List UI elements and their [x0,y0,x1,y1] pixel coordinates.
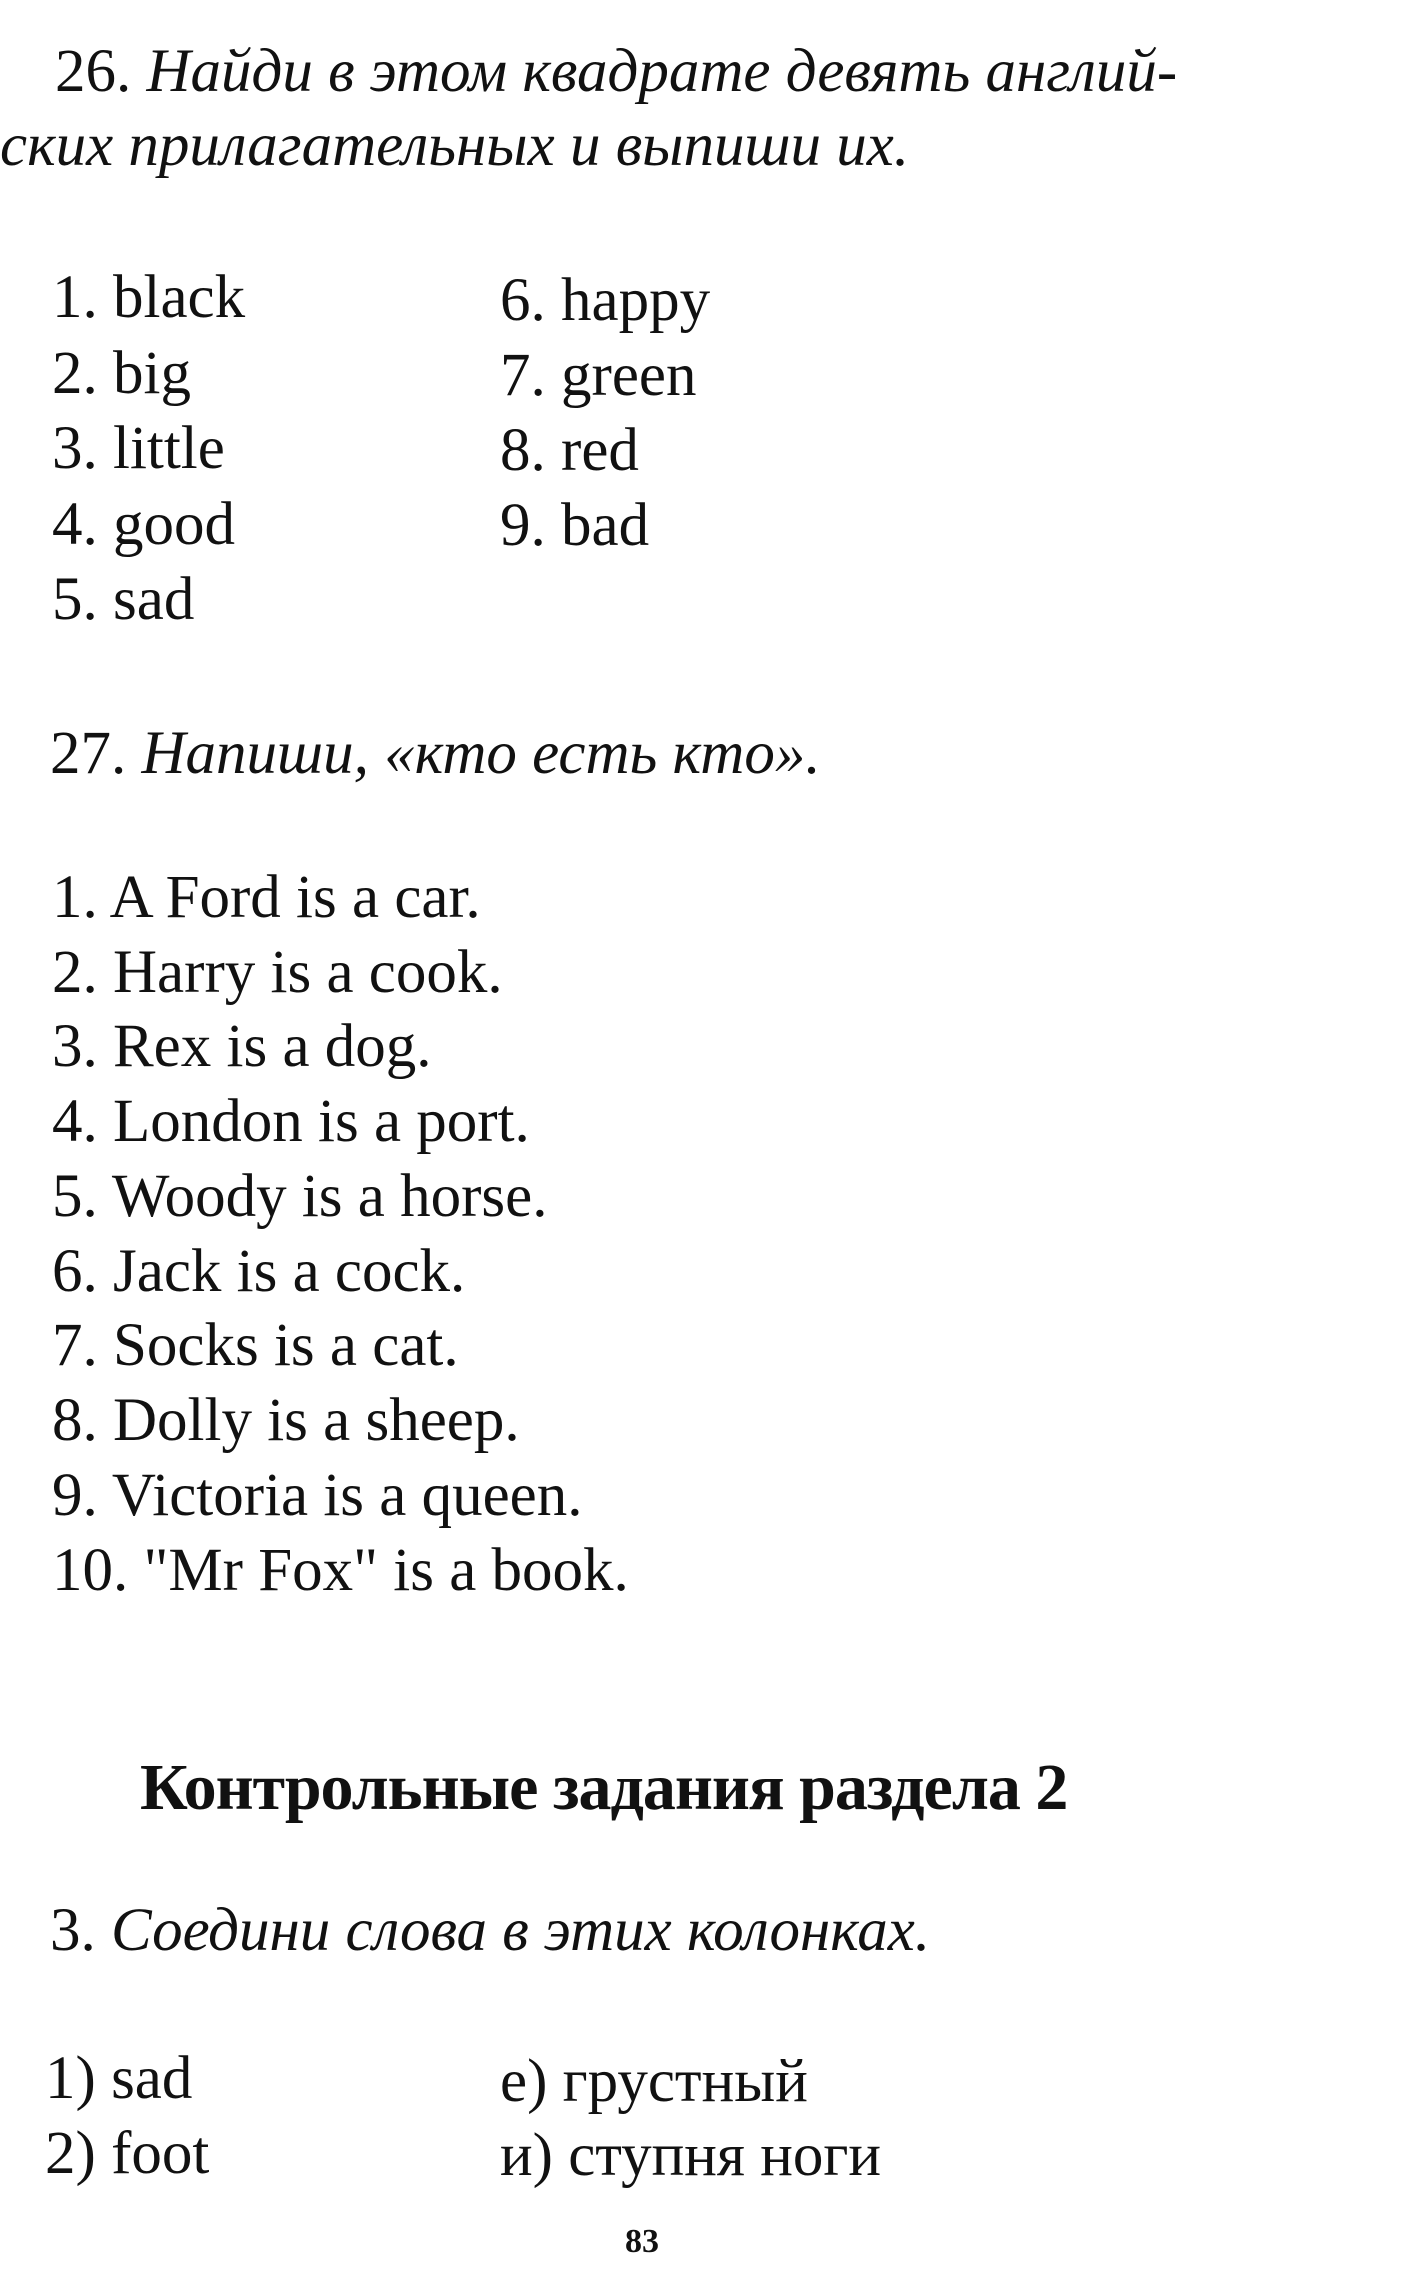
list-item: 8. Dolly is a sheep. [52,1387,520,1454]
task-26-number: 26. [55,38,132,105]
list-item: 4. London is a port. [52,1088,530,1155]
task-27-instruction: Напиши, «кто есть кто». [141,720,821,787]
list-item: 1. black [52,264,246,331]
task-26-title-continued [0,110,909,182]
list-item: 1) sad [45,2045,193,2112]
list-item: 10. "Mr Fox" is a book. [52,1537,629,1604]
task-3-number: 3. [50,1897,96,1964]
list-item: 6. Jack is a cock. [52,1238,466,1305]
task-3-instruction: Соедини слова в этих колонках. [111,1897,931,1964]
task-26-instruction-line-2: ских прилагательных и выпиши их. [0,112,910,179]
list-item: и) ступня ноги [500,2122,882,2189]
list-item: e) грустный [500,2048,808,2115]
list-item: 9. Victoria is a queen. [52,1462,583,1529]
list-item: 7. Socks is a cat. [52,1312,459,1379]
section-heading: Контрольные задания раздела 2 [140,1751,1068,1824]
list-item: 5. sad [52,566,195,633]
task-26-instruction-line-1: Найди в этом квадрате девять англий- [146,38,1178,105]
list-item: 2. big [52,340,191,407]
list-item: 9. bad [500,492,650,559]
task-26-title [55,36,1177,108]
list-item: 2. Harry is a cook. [52,939,503,1006]
list-item: 6. happy [500,267,711,334]
list-item: 5. Woody is a horse. [52,1163,548,1230]
list-item: 4. good [52,491,235,558]
list-item: 2) foot [45,2120,210,2187]
list-item: 3. Rex is a dog. [52,1013,432,1080]
list-item: 8. red [500,417,639,484]
list-item: 1. A Ford is a car. [52,864,481,931]
list-item: 7. green [500,342,697,409]
page-number: 83 [625,2223,659,2260]
list-item: 3. little [52,415,225,482]
task-27-title [50,718,821,790]
task-27-number: 27. [50,720,127,787]
task-3-title [50,1895,930,1967]
